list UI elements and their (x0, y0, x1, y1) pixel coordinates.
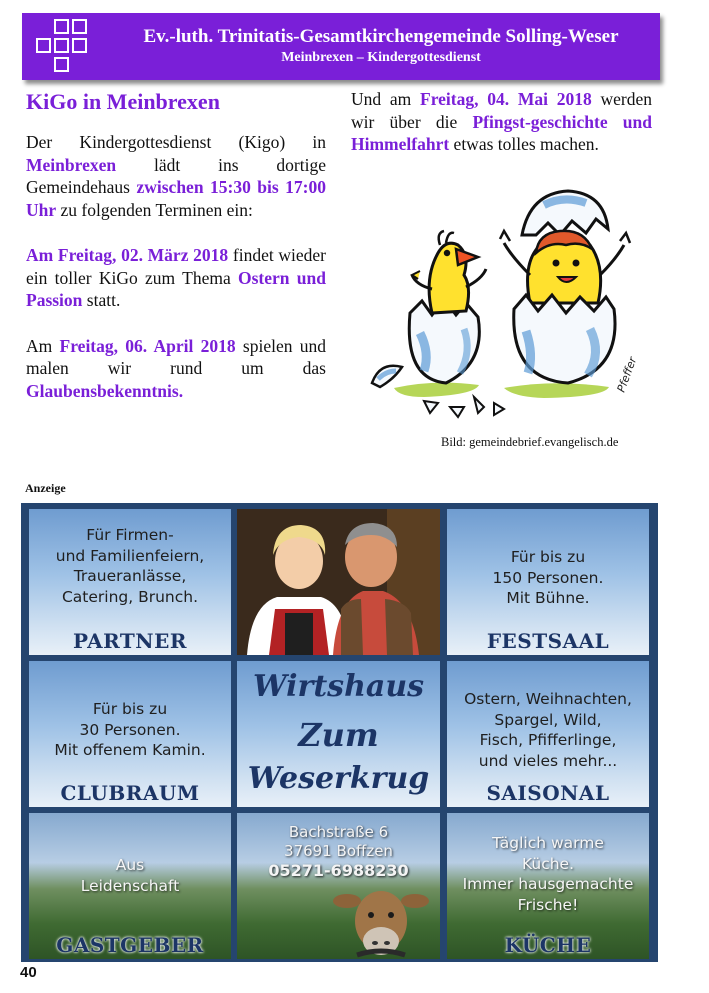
ad-cell-brand (237, 661, 440, 807)
intro-paragraph: Der Kindergottesdienst (Kigo) in Meinbrexen lädt ins dortige Gemeindehaus zwischen 15:30 bis 17:00 Uhr zu folgenden Terminen ein: (26, 132, 327, 220)
artist-signature: Pfeffer (614, 355, 640, 395)
clubraum-text: Für bis zu 30 Personen. Mit offenem Kamin. (54, 700, 206, 759)
hatching-chicks-illustration (354, 183, 657, 434)
kueche-label: KÜCHE (504, 933, 592, 957)
gastgeber-text: Aus Leidenschaft (80, 856, 180, 895)
clubraum-label: CLUBRAUM (60, 781, 200, 805)
event-april-date: Freitag, 06. April 2018 (59, 335, 236, 356)
contact-city: 37691 Boffzen (284, 842, 393, 860)
page-number: 40 (20, 964, 37, 981)
partner-text: Für Firmen- und Familienfeiern, Traueranlässe, Catering, Brunch. (55, 526, 205, 606)
saisonal-text: Ostern, Weihnachten, Spargel, Wild, Fisch, Pfifferlinge, und vieles mehr... (464, 690, 632, 770)
hosts-photo-image (237, 509, 440, 655)
ad-cell-clubraum (29, 661, 231, 807)
event-may-theme: Pfingst-geschichte und Himmelfahrt (351, 111, 652, 154)
place-highlight: Meinbrexen (26, 154, 117, 175)
advertisement-wirtshaus (21, 503, 658, 962)
cow-image (331, 879, 429, 959)
brand-line-wirtshaus: Wirtshaus (252, 669, 425, 704)
festsaal-text: Für bis zu 150 Personen. Mit Bühne. (492, 548, 604, 607)
kueche-text: Täglich warme Küche. Immer hausgemachte Frische! (462, 834, 634, 914)
event-march-theme: Ostern und Passion (26, 267, 326, 310)
ad-cell-festsaal (447, 509, 649, 655)
event-march-paragraph: Am Freitag, 02. März 2018 findet wieder ein toller KiGo zum Thema Ostern und Passion statt. (26, 245, 327, 310)
kigo-left-column (26, 131, 326, 402)
church-logo-icon (32, 19, 98, 75)
ad-cell-saisonal (447, 661, 649, 807)
ad-cell-gastgeber (29, 813, 231, 959)
partner-label: PARTNER (73, 629, 187, 653)
contact-phone: 05271-6988230 (268, 861, 409, 880)
kigo-right-column (351, 88, 652, 156)
event-march-date: Am Freitag, 02. März 2018 (26, 245, 229, 265)
event-april-theme: Glaubensbekenntnis. (26, 380, 184, 401)
image-caption: Bild: gemeindebrief.evangelisch.de (441, 435, 619, 449)
header-banner (22, 13, 660, 80)
brand-line-weserkrug: Weserkrug (247, 761, 430, 796)
ad-cell-partner (29, 509, 231, 655)
time-highlight: zwischen 15:30 bis 17:00 Uhr (26, 177, 327, 220)
header-subtitle: Meinbrexen – Kindergottesdienst (281, 50, 481, 65)
ad-cell-host-photo (237, 509, 440, 655)
event-may-paragraph: Und am Freitag, 04. Mai 2018 werden wir über die Pfingst-geschichte und Himmelfahrt etwas tolles machen. (351, 89, 652, 154)
kigo-title: KiGo in Meinbrexen (26, 89, 220, 114)
ad-cell-contact (237, 813, 440, 959)
saisonal-label: SAISONAL (486, 781, 610, 805)
event-april-paragraph: Am Freitag, 06. April 2018 spielen und malen wir rund um das Glaubensbekenntnis. (26, 335, 327, 401)
contact-address (237, 823, 440, 880)
festsaal-label: FESTSAAL (486, 629, 610, 653)
ad-cell-kueche (447, 813, 649, 959)
gastgeber-label: GASTGEBER (56, 933, 204, 957)
ad-label: Anzeige (25, 481, 66, 495)
contact-street: Bachstraße 6 (288, 823, 389, 841)
header-title: Ev.-luth. Trinitatis-Gesamtkirchengemeinde Solling-Weser (143, 26, 619, 47)
brand-line-zum: Zum (298, 716, 379, 754)
event-may-date: Freitag, 04. Mai 2018 (420, 89, 592, 109)
